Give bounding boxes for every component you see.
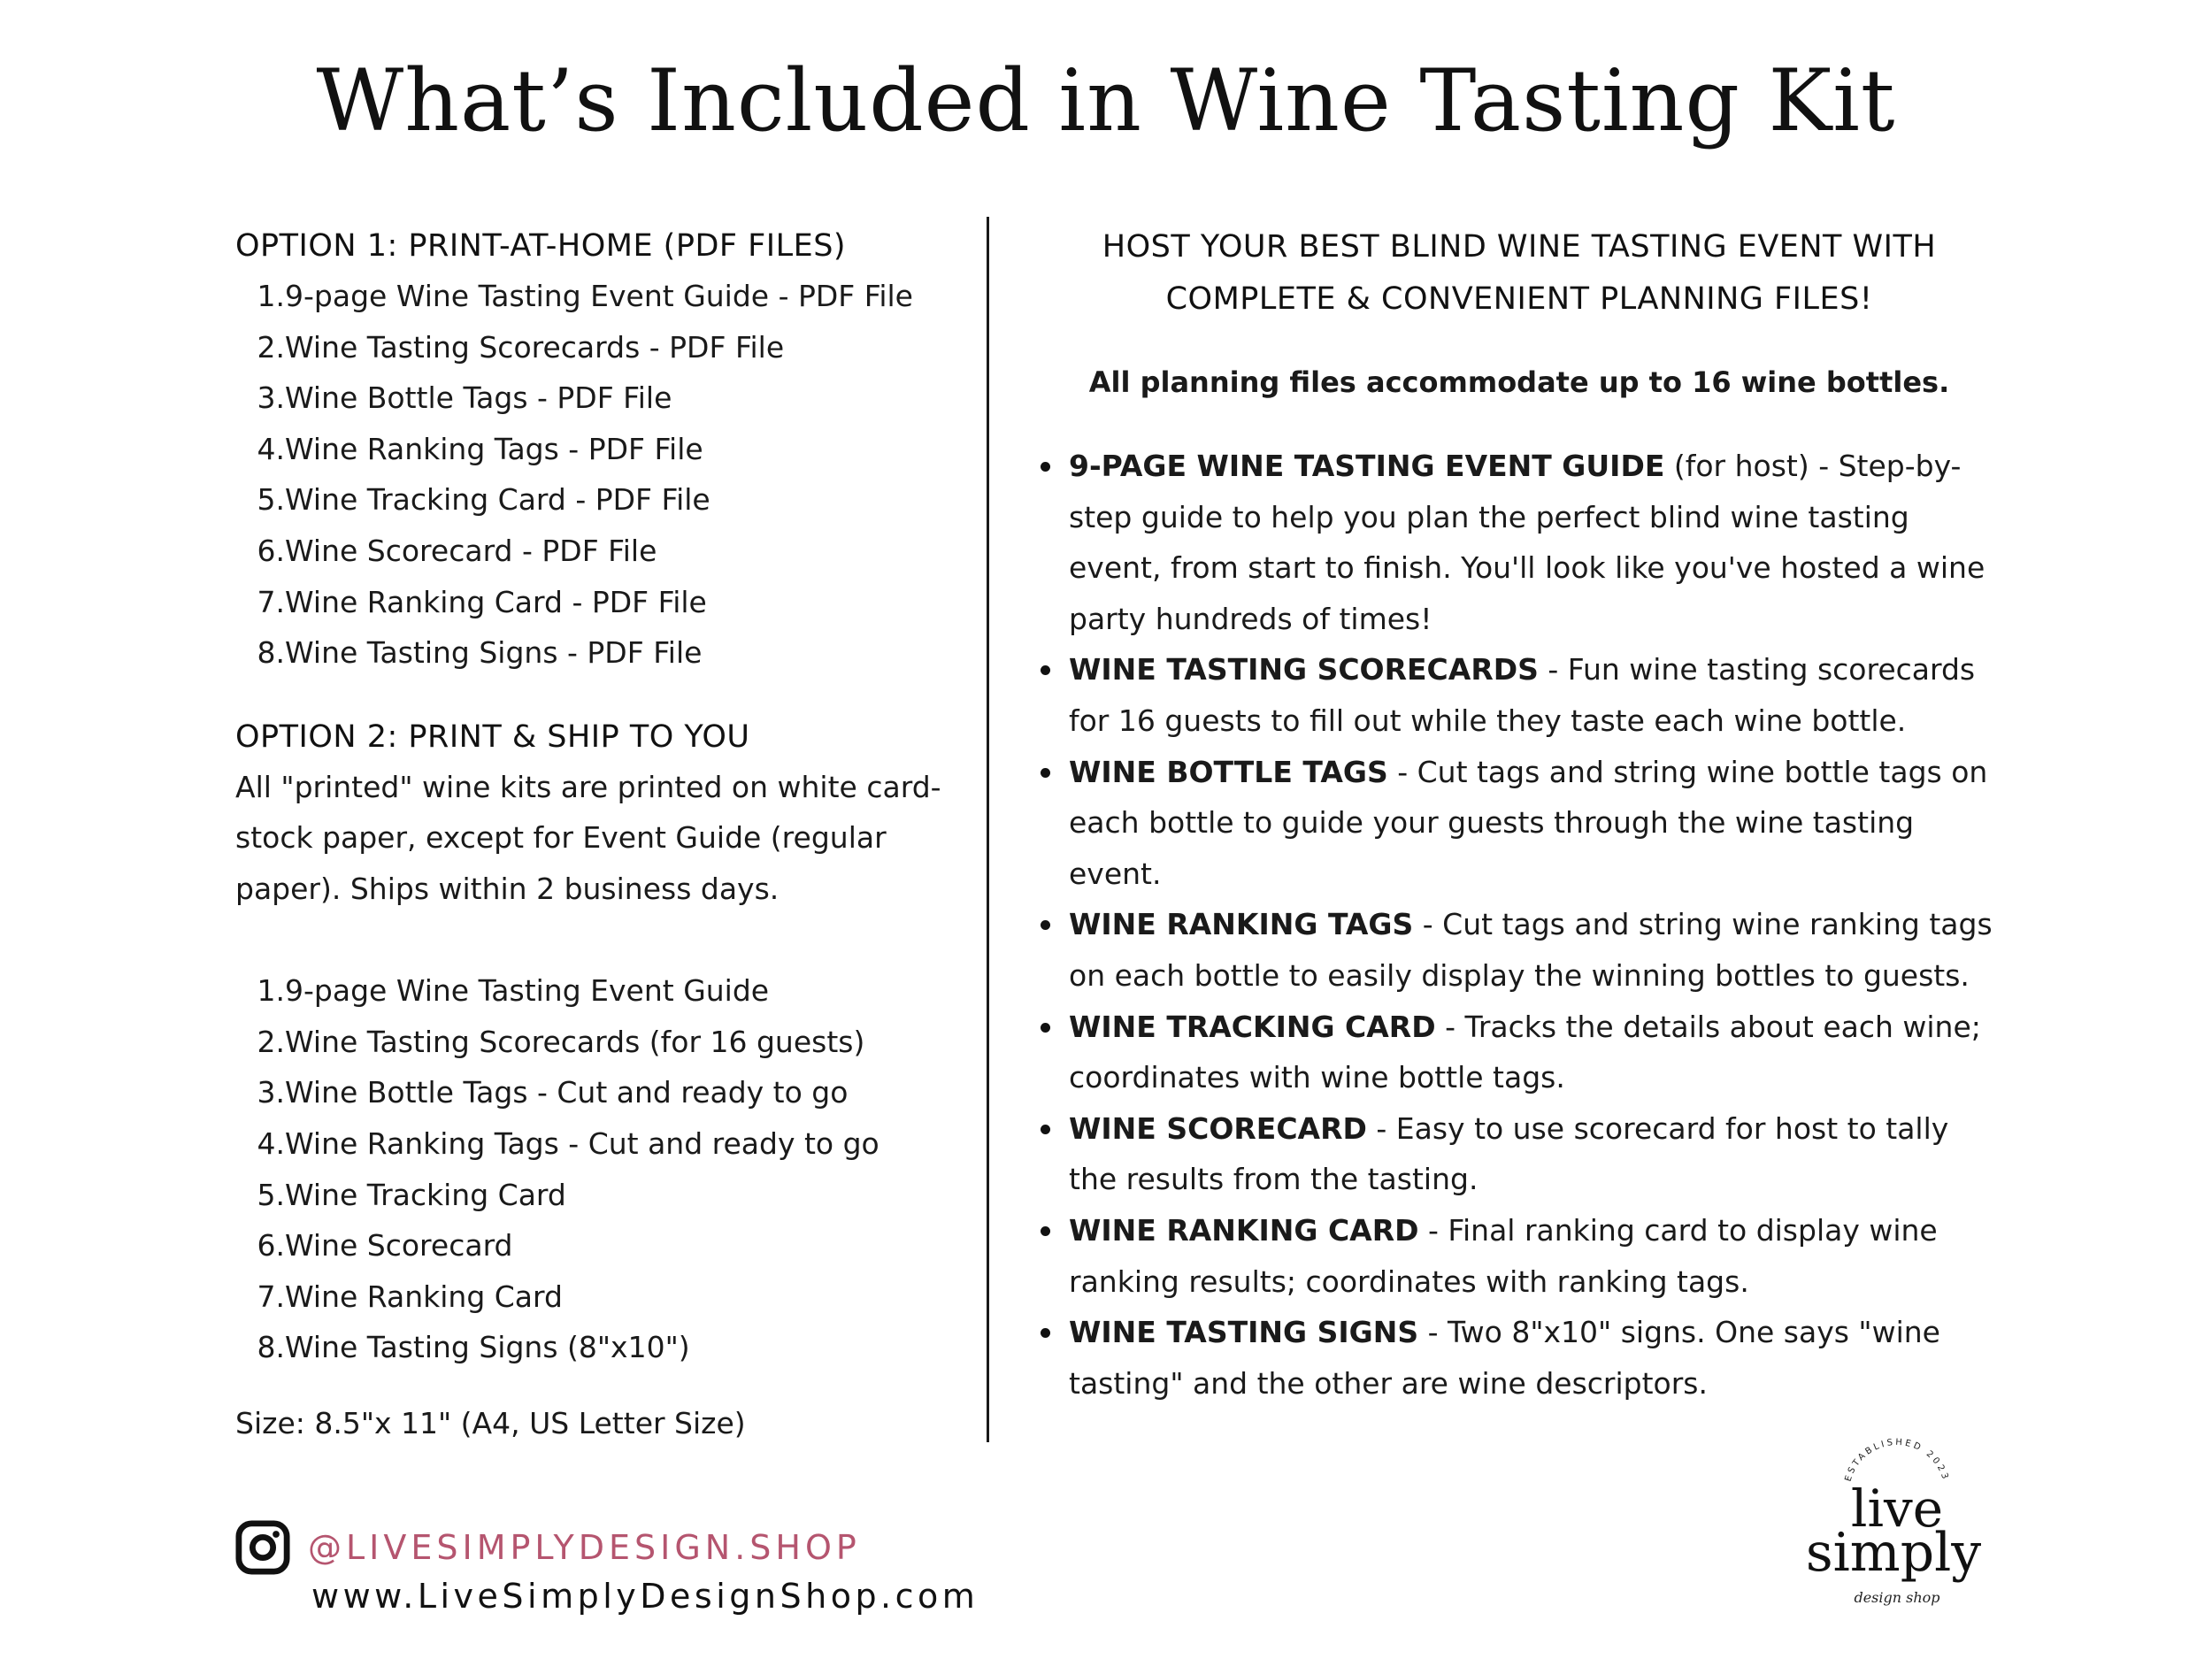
logo-established: ESTABLISHED 2023 bbox=[1843, 1438, 1951, 1483]
logo-line3: design shop bbox=[1854, 1589, 1940, 1606]
list-item: 4. Wine Ranking Tags - Cut and ready to go bbox=[257, 1125, 879, 1161]
option2-heading: OPTION 2: PRINT & SHIP TO YOU bbox=[235, 718, 750, 755]
list-item: 7. Wine Ranking Card - PDF File bbox=[257, 584, 707, 619]
list-item: 4. Wine Ranking Tags - PDF File bbox=[257, 431, 703, 466]
list-item: 1. 9-page Wine Tasting Event Guide - PDF File bbox=[257, 279, 913, 313]
list-item: 1. 9-page Wine Tasting Event Guide bbox=[257, 973, 770, 1009]
option2-description: All "printed" wine kits are printed on white card- stock paper, except for Event Guide (regular paper). Ships within 2 business days. bbox=[235, 769, 941, 906]
right-column bbox=[1037, 221, 2001, 1409]
list-item: 3. Wine Bottle Tags - PDF File bbox=[257, 380, 672, 416]
features-list bbox=[1037, 441, 2001, 1409]
feature-item: WINE TRACKING CARD - Tracks the details about each wine; coordinates with wine bottle tags. bbox=[1037, 1002, 2001, 1103]
option2-list bbox=[235, 965, 970, 1373]
feature-item: WINE SCORECARD - Easy to use scorecard for host to tally the results from the tasting. bbox=[1037, 1103, 2001, 1205]
size-info: Size: 8.5"x 11" (A4, US Letter Size) bbox=[235, 1405, 746, 1440]
instagram-icon bbox=[235, 1520, 290, 1575]
page-title: What’s Included in Wine Tasting Kit bbox=[316, 51, 1896, 150]
list-item: 2. Wine Tasting Scorecards - PDF File bbox=[257, 329, 785, 365]
feature-item: 9-PAGE WINE TASTING EVENT GUIDE (for host) - Step-by-step guide to help you plan the perfect blind wine tasting event, from start to finish. You'll look like you've hosted a wine party hundreds of times! bbox=[1037, 441, 2001, 644]
option1-list bbox=[235, 271, 970, 679]
live-simply-logo bbox=[1796, 1438, 1991, 1632]
list-item: 7. Wine Ranking Card bbox=[257, 1279, 563, 1314]
option1-heading: OPTION 1: PRINT-AT-HOME (PDF FILES) bbox=[235, 228, 847, 264]
left-column bbox=[235, 221, 970, 1478]
feature-item: WINE BOTTLE TAGS - Cut tags and string wine bottle tags on each bottle to guide your guests through the wine tasting event. bbox=[1037, 747, 2001, 900]
list-item: 6. Wine Scorecard bbox=[257, 1228, 513, 1263]
feature-item: WINE RANKING CARD - Final ranking card to display wine ranking results; coordinates with ranking tags. bbox=[1037, 1205, 2001, 1307]
logo-line1: live bbox=[1850, 1479, 1944, 1539]
website-link[interactable]: www.LiveSimplyDesignShop.com bbox=[311, 1577, 979, 1616]
right-heading: HOST YOUR BEST BLIND WINE TASTING EVENT WITH COMPLETE & CONVENIENT PLANNING FILES! bbox=[1102, 229, 1937, 317]
list-item: 8. Wine Tasting Signs (8"x10") bbox=[257, 1330, 690, 1365]
list-item: 3. Wine Bottle Tags - Cut and ready to go bbox=[257, 1075, 849, 1110]
list-item: 5. Wine Tracking Card bbox=[257, 1177, 566, 1212]
feature-item: WINE TASTING SIGNS - Two 8"x10" signs. One says "wine tasting" and the other are wine descriptors. bbox=[1037, 1307, 2001, 1409]
instagram-link[interactable] bbox=[235, 1520, 861, 1575]
list-item: 8. Wine Tasting Signs - PDF File bbox=[257, 635, 703, 671]
list-item: 6. Wine Scorecard - PDF File bbox=[257, 533, 657, 568]
logo-line2: simply bbox=[1805, 1522, 1982, 1584]
list-item: 2. Wine Tasting Scorecards (for 16 guests) bbox=[257, 1024, 865, 1059]
column-divider bbox=[987, 217, 989, 1442]
list-item: 5. Wine Tracking Card - PDF File bbox=[257, 482, 710, 518]
right-subheading: All planning files accommodate up to 16 wine bottles. bbox=[1088, 365, 1950, 399]
instagram-handle[interactable]: @LIVESIMPLYDESIGN.SHOP bbox=[308, 1528, 861, 1567]
feature-item: WINE TASTING SCORECARDS - Fun wine tasting scorecards for 16 guests to fill out while they taste each wine bottle. bbox=[1037, 644, 2001, 746]
feature-item: WINE RANKING TAGS - Cut tags and string wine ranking tags on each bottle to easily display the winning bottles to guests. bbox=[1037, 899, 2001, 1001]
svg-text:ESTABLISHED 2023 bbox=[1844, 1438, 1951, 1483]
